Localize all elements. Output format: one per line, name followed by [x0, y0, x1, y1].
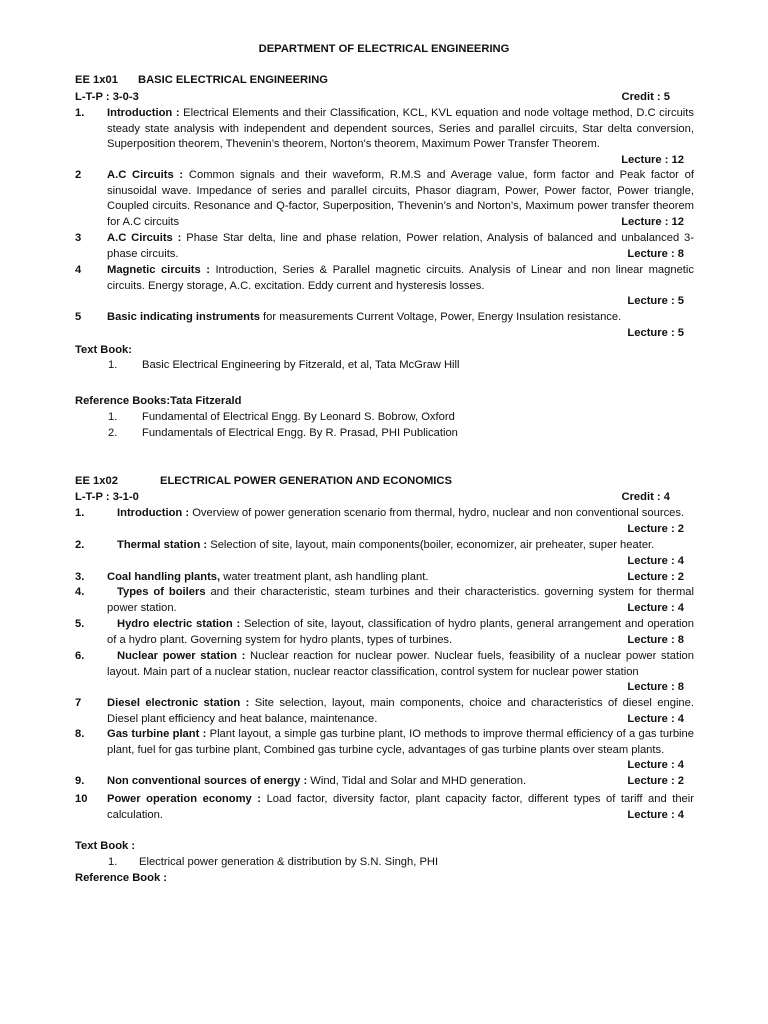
item-number: 2: [75, 169, 82, 181]
syllabus-item: [75, 649, 694, 696]
lecture-count: Lecture : 8: [627, 681, 684, 694]
course-code: EE 1x02: [75, 475, 118, 487]
item-text: Nuclear reaction for nuclear power. Nuclear fuels, feasibility of a nuclear power station layout. Main part of a nuclear station, nuclear reactor classification, control system for nuclear power station: [107, 650, 695, 678]
lecture-count: Lecture : 8: [627, 633, 684, 646]
lecture-count: Lecture : 4: [627, 554, 684, 567]
course-heading: [75, 73, 328, 89]
item-title: Hydro electric station :: [117, 618, 241, 630]
item-number: 1.: [75, 107, 85, 119]
lecture-count: Lecture : 2: [627, 522, 684, 535]
item-number: 4.: [75, 586, 85, 598]
item-text: water treatment plant, ash handling plant.: [223, 571, 429, 583]
lecture-count: Lecture : 4: [627, 601, 684, 614]
item-number: 5.: [75, 618, 85, 630]
syllabus-item: [75, 696, 694, 727]
course-title: ELECTRICAL POWER GENERATION AND ECONOMICS: [160, 475, 452, 487]
item-title: Types of boilers: [117, 586, 206, 598]
reference-item: [108, 426, 458, 442]
syllabus-item: [75, 263, 694, 310]
item-text: Common signals and their waveform, R.M.S and Average value, form factor and Peak factor of sinusoidal wave. Impedance of series and parallel circuits, Phasor diagram, Power, Power factor, Power triangle, Coupled circuits. Resonance and Q-factor, Superposition, Thevenin’s and Norton’s, Maximum power transfer theorem for A.C circuits: [107, 169, 694, 228]
lecture-count: Lecture : 4: [627, 712, 684, 725]
item-text: Plant layout, a simple gas turbine plant, IO methods to improve thermal efficiency of a gas turbine plant, fuel for gas turbine plant, Combined gas turbine cycle, advantages of gas turbine plants over steam plants.: [107, 728, 694, 756]
item-text: and their characteristic, steam turbines and their characteristics. governing system for thermal power station.: [107, 586, 695, 614]
course-heading: [75, 474, 452, 490]
lecture-count: Lecture : 2: [627, 571, 684, 583]
syllabus-item: [75, 585, 694, 616]
syllabus-item: [75, 168, 694, 230]
book-text: Fundamental of Electrical Engg. By Leonard S. Bobrow, Oxford: [142, 411, 455, 423]
textbook-item: [108, 358, 460, 374]
item-text: Introduction, Series & Parallel magnetic circuits. Analysis of Linear and non linear magnetic circuits. Energy storage, A.C. excitation. Eddy current and hysteresis losses.: [107, 264, 694, 292]
ltp-value: L-T-P : 3-0-3: [75, 91, 139, 103]
book-number: 1.: [108, 411, 118, 423]
item-number: 3: [75, 232, 82, 244]
syllabus-item: [75, 792, 694, 823]
course-ltp-row: [75, 490, 670, 506]
credit-value: Credit : 4: [621, 491, 670, 503]
syllabus-item: [75, 231, 694, 262]
item-title: Non conventional sources of energy :: [107, 775, 308, 787]
book-number: 2.: [108, 427, 118, 439]
course-title: BASIC ELECTRICAL ENGINEERING: [138, 74, 328, 86]
item-text: Site selection, layout, main components, choice and characteristics of diesel engine. Diesel plant efficiency and heat balance, maintenance.: [107, 697, 694, 725]
textbook-item: [108, 855, 438, 871]
item-text: Selection of site, layout, main components(boiler, economizer, air preheater, super heater.: [210, 539, 655, 551]
item-number: 9.: [75, 775, 85, 787]
department-heading: DEPARTMENT OF ELECTRICAL ENGINEERING: [258, 43, 510, 55]
textbook-label: Text Book:: [75, 344, 132, 356]
textbook-label: Text Book :: [75, 840, 136, 852]
item-number: 3.: [75, 571, 85, 583]
book-number: 1.: [108, 856, 118, 868]
lecture-count: Lecture : 12: [621, 215, 684, 228]
book-text: Electrical power generation & distribution by S.N. Singh, PHI: [139, 856, 439, 868]
ltp-value: L-T-P : 3-1-0: [75, 491, 139, 503]
item-title: Basic indicating instruments: [107, 311, 260, 323]
lecture-count: Lecture : 4: [627, 808, 684, 821]
book-text: Fundamentals of Electrical Engg. By R. Prasad, PHI Publication: [142, 427, 458, 439]
syllabus-item: [75, 310, 694, 341]
item-number: 8.: [75, 728, 85, 740]
item-title: Diesel electronic station :: [107, 697, 250, 709]
lecture-count: Lecture : 2: [627, 775, 684, 787]
syllabus-item: [75, 617, 694, 648]
syllabus-item: [75, 506, 694, 537]
book-text: Basic Electrical Engineering by Fitzerald, et al, Tata McGraw Hill: [142, 359, 460, 371]
item-text: Selection of site, layout, classification of hydro plants, general arrangement and operation of a hydro plant. Governing system for hydro plants, types of turbines.: [107, 618, 694, 646]
item-number: 5: [75, 311, 82, 323]
item-number: 1.: [75, 507, 85, 519]
item-title: Nuclear power station :: [117, 650, 246, 662]
course-code: EE 1x01: [75, 74, 118, 86]
syllabus-item: [75, 727, 694, 774]
reference-label: Reference Books:Tata Fitzerald: [75, 395, 242, 407]
lecture-count: Lecture : 12: [621, 153, 684, 166]
reference-item: [108, 410, 455, 426]
credit-value: Credit : 5: [621, 91, 670, 103]
lecture-count: Lecture : 8: [627, 247, 684, 260]
item-number: 10: [75, 793, 88, 805]
item-number: 2.: [75, 539, 85, 551]
item-title: Gas turbine plant :: [107, 728, 207, 740]
item-title: Introduction :: [107, 107, 180, 119]
item-number: 6.: [75, 650, 85, 662]
item-title: Power operation economy :: [107, 793, 262, 805]
item-text: for measurements Current Voltage, Power, Energy Insulation resistance.: [263, 311, 622, 323]
item-text: Electrical Elements and their Classification, KCL, KVL equation and node voltage method, D.C circuits steady state analysis with independent and dependent sources, Series and parallel circuits, Star delta conversion, Superposition theorem, Thevenin’s theorem, Norton’s theorem, Maximum Power Transfer Theorem.: [107, 107, 694, 151]
syllabus-item: [75, 774, 694, 790]
item-title: Coal handling plants,: [107, 571, 221, 583]
book-number: 1.: [108, 359, 118, 371]
lecture-count: Lecture : 5: [627, 326, 684, 339]
item-title: Thermal station :: [117, 539, 208, 551]
item-number: 7: [75, 697, 82, 709]
item-number: 4: [75, 264, 82, 276]
item-text: Phase Star delta, line and phase relation, Power relation, Analysis of balanced and unbalanced 3-phase circuits.: [107, 232, 694, 260]
item-text: Overview of power generation scenario from thermal, hydro, nuclear and non conventional sources.: [192, 507, 685, 519]
syllabus-item: [75, 106, 694, 168]
item-text: Wind, Tidal and Solar and MHD generation.: [310, 775, 527, 787]
lecture-count: Lecture : 4: [627, 759, 684, 772]
item-text: Load factor, diversity factor, plant capacity factor, different types of tariff and their calculation.: [107, 793, 694, 821]
lecture-count: Lecture : 5: [627, 295, 684, 308]
item-title: A.C Circuits :: [107, 232, 182, 244]
item-title: Magnetic circuits :: [107, 264, 210, 276]
item-title: A.C Circuits :: [107, 169, 184, 181]
reference-label: Reference Book :: [75, 872, 168, 884]
syllabus-item: [75, 538, 694, 569]
item-title: Introduction :: [117, 507, 190, 519]
syllabus-item: [75, 570, 694, 586]
course-ltp-row: [75, 90, 670, 106]
